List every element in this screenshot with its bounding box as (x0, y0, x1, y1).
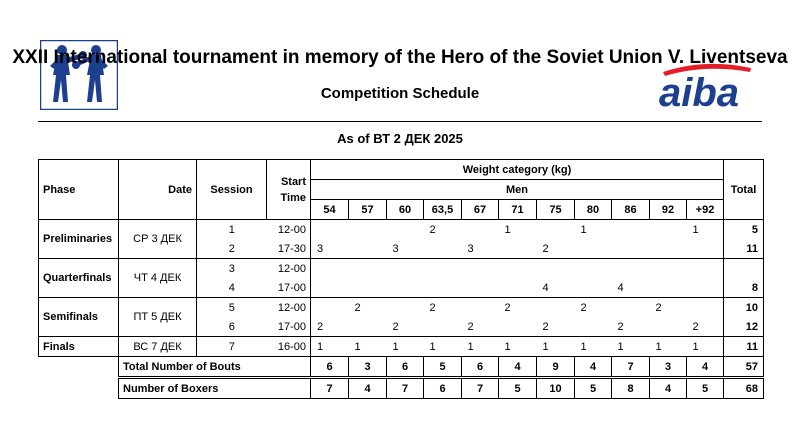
bout-count-cell (499, 317, 537, 337)
table-row (39, 259, 764, 279)
summary-value-cell: 4 (575, 357, 612, 378)
header-date: Date (119, 160, 197, 220)
bout-count-cell (687, 259, 724, 279)
bout-count-cell: 2 (575, 298, 612, 318)
weight-header-cell: 63,5 (424, 200, 462, 220)
bout-count-cell (650, 278, 687, 298)
bout-count-cell (349, 239, 387, 259)
session-cell: 7 (197, 337, 267, 357)
summary-value-cell: 9 (537, 357, 575, 378)
header-start-time (267, 160, 311, 220)
bout-count-cell (612, 259, 650, 279)
summary-row (39, 378, 764, 399)
summary-value-cell: 5 (424, 357, 462, 378)
date-cell: ЧТ 4 ДЕК (119, 259, 197, 298)
bout-count-cell (687, 239, 724, 259)
svg-text:aiba: aiba (659, 71, 740, 110)
bout-count-cell: 1 (575, 220, 612, 240)
bout-count-cell (537, 298, 575, 318)
table-row (39, 337, 764, 357)
bout-count-cell (462, 259, 499, 279)
bout-count-cell: 1 (462, 337, 499, 357)
bout-count-cell: 3 (462, 239, 499, 259)
bout-count-cell: 2 (424, 298, 462, 318)
bout-count-cell: 2 (462, 317, 499, 337)
phase-cell: Preliminaries (39, 220, 119, 259)
session-cell: 5 (197, 298, 267, 318)
bout-count-cell: 1 (499, 220, 537, 240)
page-subtitle: Competition Schedule (320, 85, 480, 102)
summary-value-cell: 6 (387, 357, 424, 378)
bout-count-cell (462, 298, 499, 318)
bout-count-cell (424, 259, 462, 279)
bout-count-cell (387, 259, 424, 279)
start-time-cell: 12-00 (267, 220, 311, 240)
session-cell: 3 (197, 259, 267, 279)
bout-count-cell (575, 259, 612, 279)
bout-count-cell (499, 259, 537, 279)
bout-count-cell: 2 (650, 298, 687, 318)
bout-count-cell (575, 278, 612, 298)
weight-header-cell: 67 (462, 200, 499, 220)
bout-count-cell: 4 (612, 278, 650, 298)
bout-count-cell: 1 (387, 337, 424, 357)
summary-value-cell: 3 (349, 357, 387, 378)
bout-count-cell (349, 220, 387, 240)
session-cell: 6 (197, 317, 267, 337)
bout-count-cell: 1 (687, 337, 724, 357)
summary-value-cell: 7 (462, 378, 499, 399)
bout-count-cell (387, 278, 424, 298)
bout-count-cell: 1 (424, 337, 462, 357)
bout-count-cell (537, 259, 575, 279)
summary-value-cell: 7 (311, 378, 349, 399)
summary-row (39, 357, 764, 378)
bout-count-cell: 2 (612, 317, 650, 337)
summary-value-cell: 10 (537, 378, 575, 399)
bout-count-cell (687, 278, 724, 298)
bout-count-cell: 1 (499, 337, 537, 357)
start-time-cell: 17-00 (267, 317, 311, 337)
row-total-cell (724, 259, 764, 279)
header-phase: Phase (39, 160, 119, 220)
summary-value-cell: 6 (462, 357, 499, 378)
bout-count-cell: 1 (650, 337, 687, 357)
bout-count-cell (650, 317, 687, 337)
header-divider (38, 121, 762, 122)
bout-count-cell: 2 (349, 298, 387, 318)
bout-count-cell: 1 (349, 337, 387, 357)
bout-count-cell (499, 239, 537, 259)
page-title: XXII International tournament in memory of the Hero of the Soviet Union V. Liventseva (12, 47, 788, 68)
bout-count-cell: 1 (612, 337, 650, 357)
bout-count-cell (349, 317, 387, 337)
row-total-cell: 10 (724, 298, 764, 318)
summary-value-cell: 8 (612, 378, 650, 399)
bout-count-cell: 2 (387, 317, 424, 337)
summary-label: Total Number of Bouts (119, 357, 311, 378)
header-weight-category: Weight category (kg) (311, 160, 724, 180)
bout-count-cell (650, 239, 687, 259)
summary-value-cell: 4 (349, 378, 387, 399)
weight-header-cell: 71 (499, 200, 537, 220)
summary-label: Number of Boxers (119, 378, 311, 399)
bout-count-cell (612, 220, 650, 240)
header-total: Total (724, 160, 764, 220)
bout-count-cell (462, 220, 499, 240)
summary-total-cell: 68 (724, 378, 764, 399)
bout-count-cell: 2 (311, 317, 349, 337)
bout-count-cell (499, 278, 537, 298)
summary-value-cell: 6 (311, 357, 349, 378)
weight-header-cell: 80 (575, 200, 612, 220)
header-start-time-line1: Start (280, 175, 306, 188)
bout-count-cell (349, 259, 387, 279)
bout-count-cell (387, 220, 424, 240)
session-cell: 2 (197, 239, 267, 259)
weight-header-cell: +92 (687, 200, 724, 220)
bout-count-cell (687, 298, 724, 318)
summary-value-cell: 4 (650, 378, 687, 399)
bout-count-cell (462, 278, 499, 298)
bout-count-cell (575, 239, 612, 259)
bout-count-cell: 1 (575, 337, 612, 357)
summary-value-cell: 4 (499, 357, 537, 378)
start-time-cell: 12-00 (267, 259, 311, 279)
summary-value-cell: 7 (612, 357, 650, 378)
date-cell: СР 3 ДЕК (119, 220, 197, 259)
bout-count-cell: 2 (424, 220, 462, 240)
bout-count-cell: 2 (499, 298, 537, 318)
bout-count-cell: 3 (387, 239, 424, 259)
bout-count-cell: 3 (311, 239, 349, 259)
summary-value-cell: 4 (687, 357, 724, 378)
table-row (39, 220, 764, 240)
summary-value-cell: 7 (387, 378, 424, 399)
summary-value-cell: 6 (424, 378, 462, 399)
bout-count-cell (311, 259, 349, 279)
start-time-cell: 17-00 (267, 278, 311, 298)
bout-count-cell: 1 (687, 220, 724, 240)
bout-count-cell (311, 298, 349, 318)
weight-header-cell: 60 (387, 200, 424, 220)
weight-header-cell: 92 (650, 200, 687, 220)
phase-cell: Semifinals (39, 298, 119, 337)
row-total-cell: 11 (724, 239, 764, 259)
summary-spacer (39, 378, 119, 399)
bout-count-cell: 1 (311, 337, 349, 357)
start-time-cell: 12-00 (267, 298, 311, 318)
phase-cell: Finals (39, 337, 119, 357)
bout-count-cell (311, 278, 349, 298)
date-cell: ВС 7 ДЕК (119, 337, 197, 357)
bout-count-cell: 2 (687, 317, 724, 337)
summary-value-cell: 5 (499, 378, 537, 399)
weight-header-cell: 75 (537, 200, 575, 220)
start-time-cell: 16-00 (267, 337, 311, 357)
bout-count-cell (612, 239, 650, 259)
summary-value-cell: 3 (650, 357, 687, 378)
summary-value-cell: 5 (687, 378, 724, 399)
date-cell: ПТ 5 ДЕК (119, 298, 197, 337)
bout-count-cell: 2 (537, 239, 575, 259)
bout-count-cell (387, 298, 424, 318)
bout-count-cell (575, 317, 612, 337)
weight-header-cell: 57 (349, 200, 387, 220)
summary-spacer (39, 357, 119, 378)
row-total-cell: 5 (724, 220, 764, 240)
start-time-cell: 17-30 (267, 239, 311, 259)
bout-count-cell: 1 (537, 337, 575, 357)
row-total-cell: 11 (724, 337, 764, 357)
bout-count-cell (349, 278, 387, 298)
bout-count-cell (424, 317, 462, 337)
header-session: Session (197, 160, 267, 220)
header-men: Men (311, 180, 724, 200)
bout-count-cell (424, 278, 462, 298)
session-cell: 1 (197, 220, 267, 240)
summary-total-cell: 57 (724, 357, 764, 378)
session-cell: 4 (197, 278, 267, 298)
header-start-time-line2: Time (280, 191, 306, 204)
weight-header-cell: 54 (311, 200, 349, 220)
bout-count-cell (650, 259, 687, 279)
table-row (39, 298, 764, 318)
bout-count-cell (650, 220, 687, 240)
schedule-table (38, 159, 764, 399)
bout-count-cell (424, 239, 462, 259)
bout-count-cell (311, 220, 349, 240)
bout-count-cell: 4 (537, 278, 575, 298)
bout-count-cell (537, 220, 575, 240)
bout-count-cell (612, 298, 650, 318)
weight-header-cell: 86 (612, 200, 650, 220)
phase-cell: Quarterfinals (39, 259, 119, 298)
row-total-cell: 8 (724, 278, 764, 298)
summary-value-cell: 5 (575, 378, 612, 399)
row-total-cell: 12 (724, 317, 764, 337)
as-of-date: As of ВТ 2 ДЕК 2025 (337, 131, 463, 146)
bout-count-cell: 2 (537, 317, 575, 337)
schedule-body (39, 220, 764, 399)
